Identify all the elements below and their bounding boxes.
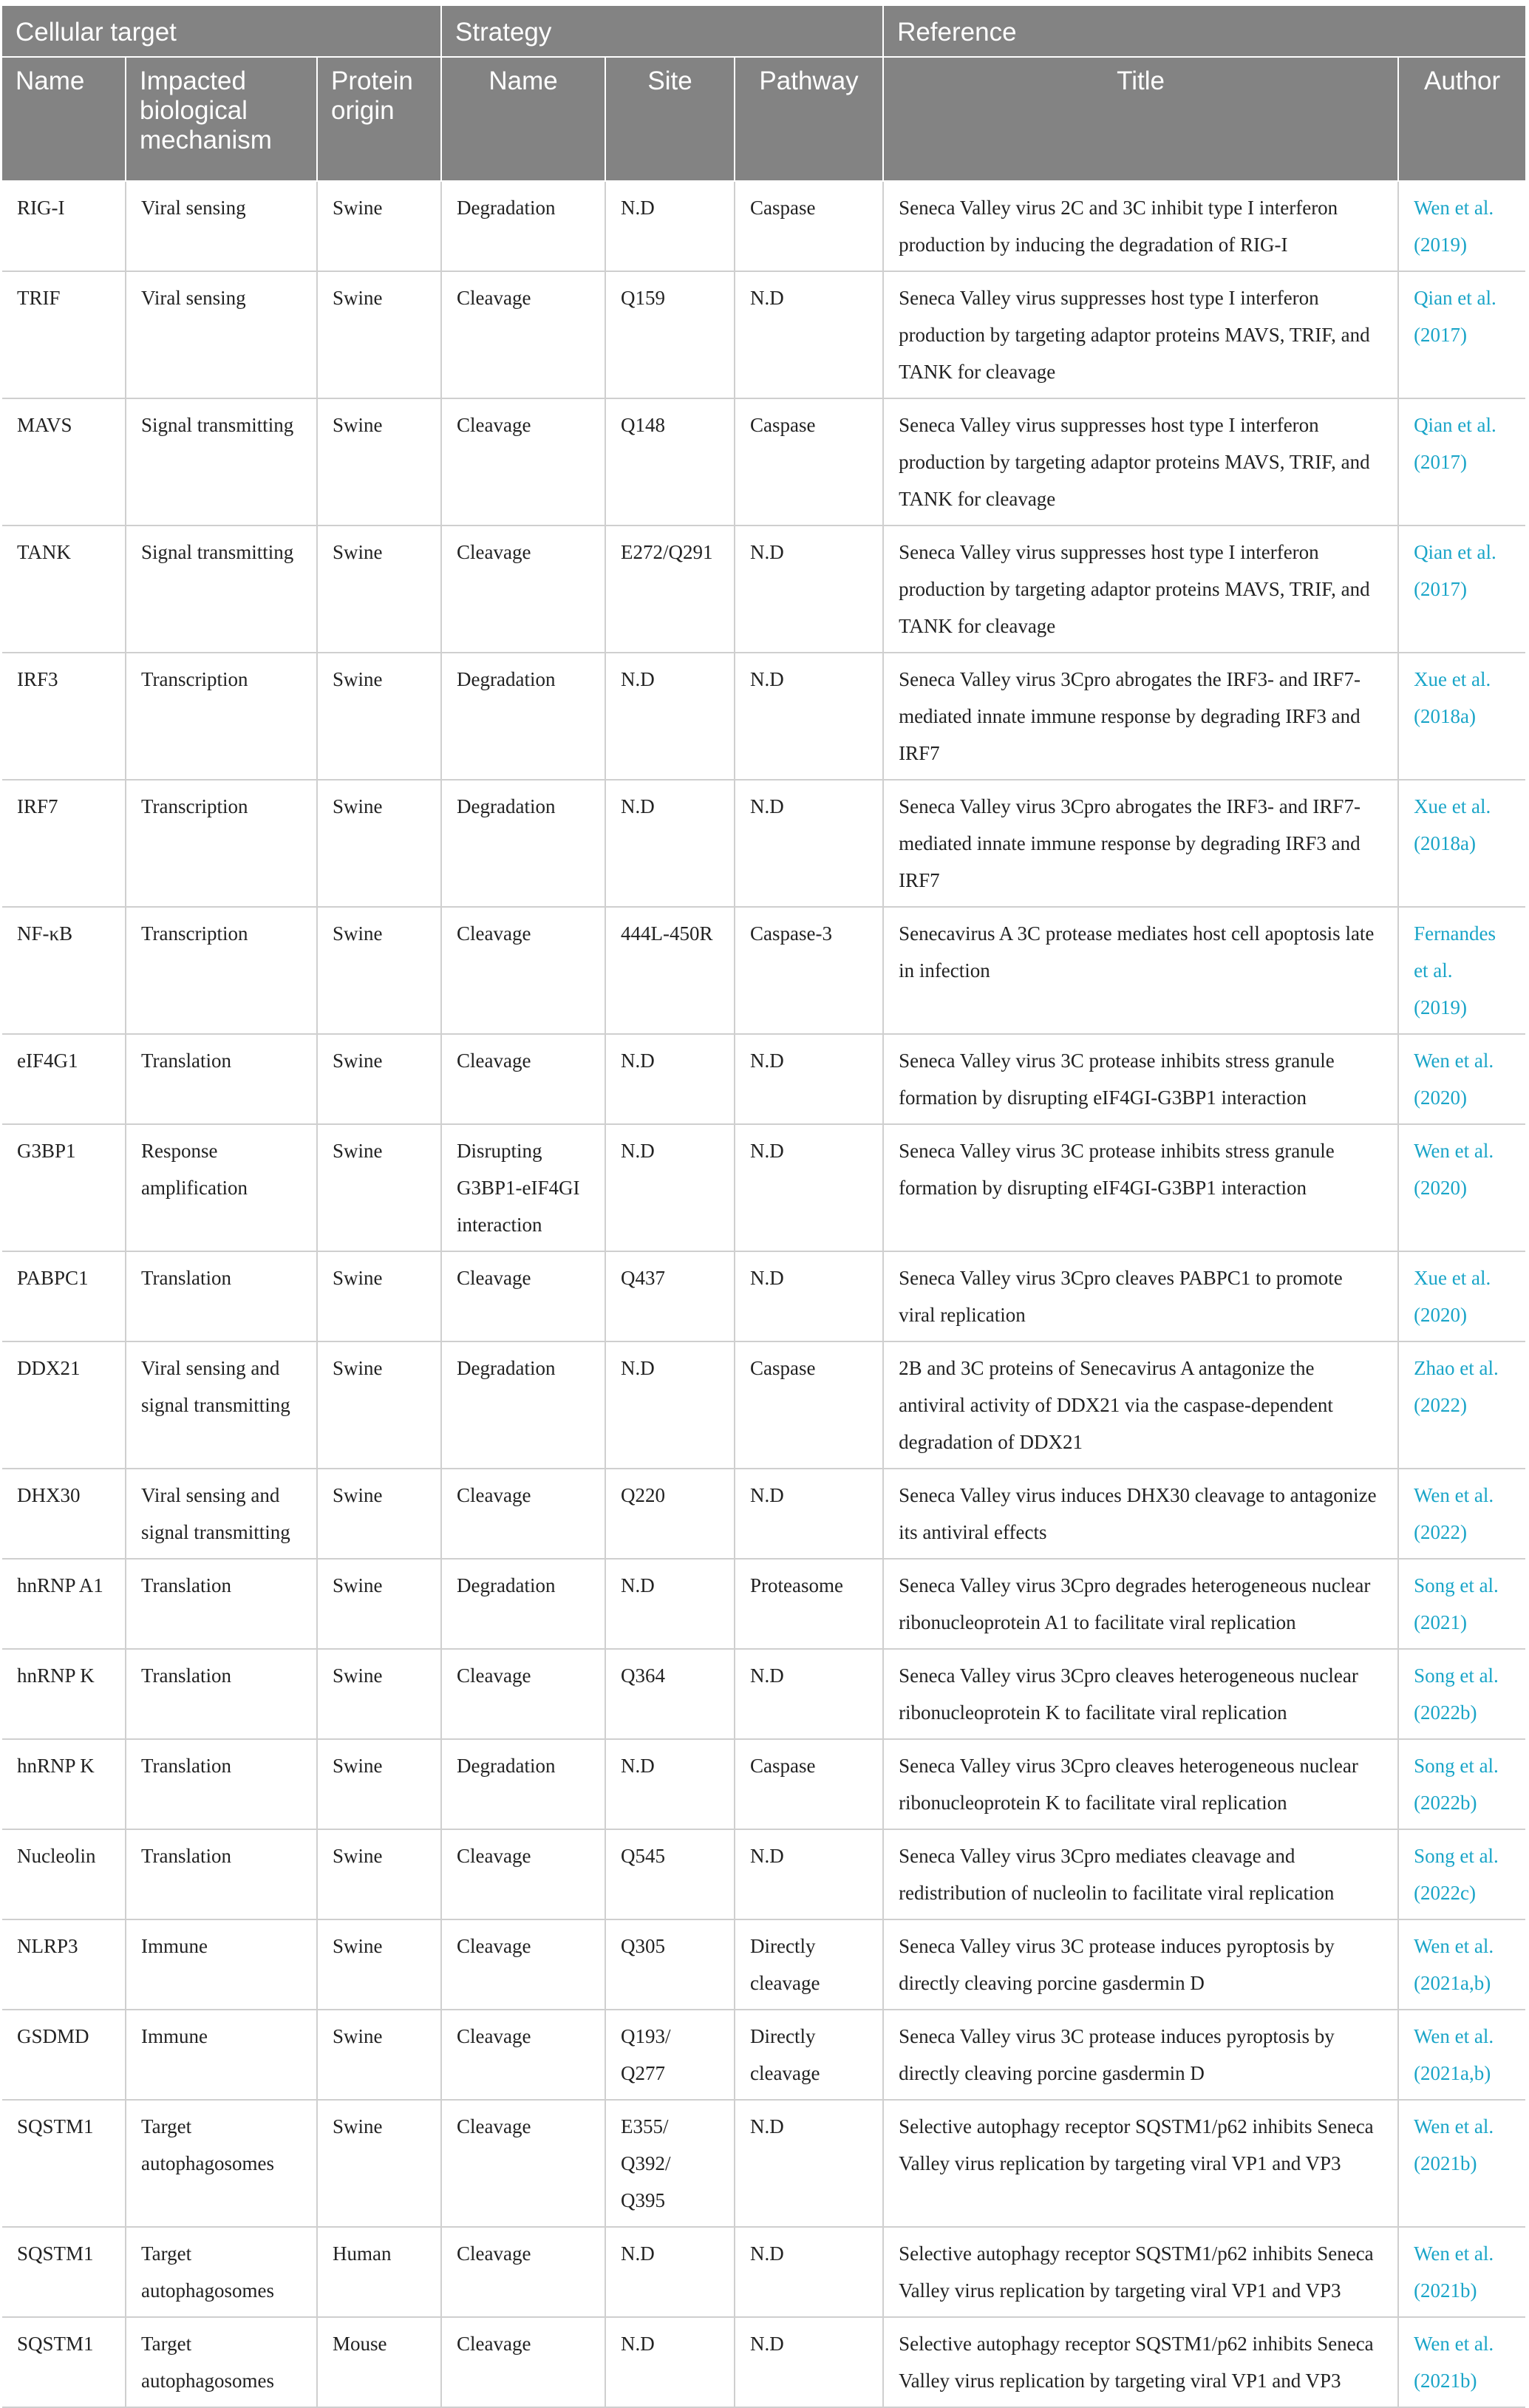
origin-cell: Swine — [317, 1124, 441, 1251]
strategy-cell: Degradation — [441, 1341, 605, 1469]
table-row — [2, 398, 1525, 526]
site-cell: N.D — [605, 2227, 735, 2317]
column-header: Pathway — [735, 57, 883, 181]
pathway-cell: N.D — [735, 526, 883, 653]
mechanism-cell: Target autophagosomes — [126, 2317, 317, 2407]
origin-cell: Swine — [317, 2100, 441, 2227]
author-link[interactable]: Wen et al. (2021b) — [1398, 2317, 1525, 2407]
target-name-cell: SQSTM1 — [2, 2100, 126, 2227]
header-group-cell: Strategy — [441, 6, 883, 57]
strategy-cell: Cleavage — [441, 2100, 605, 2227]
author-link[interactable]: Xue et al. (2018a) — [1398, 780, 1525, 907]
table-row — [2, 2100, 1525, 2227]
pathway-cell: N.D — [735, 1829, 883, 1919]
target-name-cell: NLRP3 — [2, 1919, 126, 2010]
mechanism-cell: Translation — [126, 1251, 317, 1341]
site-cell: Q193/ Q277 — [605, 2010, 735, 2100]
table-row — [2, 2317, 1525, 2407]
target-name-cell: G3BP1 — [2, 1124, 126, 1251]
target-name-cell: hnRNP K — [2, 1649, 126, 1739]
table-header — [2, 6, 1525, 181]
pathway-cell: N.D — [735, 780, 883, 907]
author-link[interactable]: Wen et al. (2019) — [1398, 181, 1525, 271]
site-cell: N.D — [605, 1559, 735, 1649]
author-link[interactable]: Song et al. (2021) — [1398, 1559, 1525, 1649]
origin-cell: Swine — [317, 1341, 441, 1469]
column-header: Title — [883, 57, 1398, 181]
mechanism-cell: Viral sensing — [126, 271, 317, 398]
title-cell: Seneca Valley virus 3Cpro abrogates the IRF3- and IRF7-mediated innate immune response by degrading IRF3 and IRF7 — [883, 653, 1398, 780]
site-cell: N.D — [605, 2317, 735, 2407]
target-name-cell: eIF4G1 — [2, 1034, 126, 1124]
strategy-cell: Cleavage — [441, 1649, 605, 1739]
origin-cell: Swine — [317, 1919, 441, 2010]
target-name-cell: SQSTM1 — [2, 2317, 126, 2407]
column-header: Site — [605, 57, 735, 181]
origin-cell: Swine — [317, 1739, 441, 1829]
table-row — [2, 1124, 1525, 1251]
pathway-cell: N.D — [735, 1469, 883, 1559]
origin-cell: Swine — [317, 2010, 441, 2100]
origin-cell: Swine — [317, 1829, 441, 1919]
title-cell: Seneca Valley virus suppresses host type I interferon production by targeting adaptor proteins MAVS, TRIF, and TANK for cleavage — [883, 271, 1398, 398]
table-row — [2, 2227, 1525, 2317]
target-name-cell: GSDMD — [2, 2010, 126, 2100]
target-name-cell: MAVS — [2, 398, 126, 526]
header-group-cell: Reference — [883, 6, 1525, 57]
table-container — [2, 6, 1525, 2408]
pathway-cell: N.D — [735, 1649, 883, 1739]
strategy-cell: Degradation — [441, 1739, 605, 1829]
title-cell: Seneca Valley virus 3C protease induces pyroptosis by directly cleaving porcine gasdermin D — [883, 2010, 1398, 2100]
mechanism-cell: Transcription — [126, 653, 317, 780]
title-cell: Seneca Valley virus suppresses host type I interferon production by targeting adaptor proteins MAVS, TRIF, and TANK for cleavage — [883, 398, 1398, 526]
pathway-cell: N.D — [735, 2317, 883, 2407]
strategy-cell: Cleavage — [441, 1919, 605, 2010]
mechanism-cell: Transcription — [126, 907, 317, 1034]
author-link[interactable]: Wen et al. (2020) — [1398, 1124, 1525, 1251]
pathway-cell: N.D — [735, 1034, 883, 1124]
mechanism-cell: Immune — [126, 1919, 317, 2010]
origin-cell: Human — [317, 2227, 441, 2317]
title-cell: Selective autophagy receptor SQSTM1/p62 inhibits Seneca Valley virus replication by targeting viral VP1 and VP3 — [883, 2227, 1398, 2317]
pathway-cell: Directly cleavage — [735, 1919, 883, 2010]
mechanism-cell: Translation — [126, 1739, 317, 1829]
site-cell: Q220 — [605, 1469, 735, 1559]
table-row — [2, 1341, 1525, 1469]
site-cell: E272/Q291 — [605, 526, 735, 653]
mechanism-cell: Target autophagosomes — [126, 2100, 317, 2227]
target-name-cell: DHX30 — [2, 1469, 126, 1559]
target-name-cell: PABPC1 — [2, 1251, 126, 1341]
table-row — [2, 780, 1525, 907]
mechanism-cell: Immune — [126, 2010, 317, 2100]
strategy-cell: Disrupting G3BP1-eIF4GI interaction — [441, 1124, 605, 1251]
pathway-cell: Proteasome — [735, 1559, 883, 1649]
site-cell: N.D — [605, 181, 735, 271]
header-group-cell: Cellular target — [2, 6, 441, 57]
strategy-cell: Degradation — [441, 181, 605, 271]
pathway-cell: N.D — [735, 1124, 883, 1251]
title-cell: Seneca Valley virus 3Cpro cleaves PABPC1 to promote viral replication — [883, 1251, 1398, 1341]
title-cell: Seneca Valley virus induces DHX30 cleavage to antagonize its antiviral effects — [883, 1469, 1398, 1559]
table-row — [2, 1559, 1525, 1649]
target-name-cell: TANK — [2, 526, 126, 653]
title-cell: Seneca Valley virus 2C and 3C inhibit type I interferon production by inducing the degradation of RIG-I — [883, 181, 1398, 271]
title-cell: Seneca Valley virus 3Cpro degrades heterogeneous nuclear ribonucleoprotein A1 to facilitate viral replication — [883, 1559, 1398, 1649]
strategy-cell: Cleavage — [441, 526, 605, 653]
author-link[interactable]: Qian et al. (2017) — [1398, 526, 1525, 653]
target-name-cell: hnRNP K — [2, 1739, 126, 1829]
strategy-cell: Degradation — [441, 653, 605, 780]
target-name-cell: Nucleolin — [2, 1829, 126, 1919]
title-cell: Seneca Valley virus suppresses host type I interferon production by targeting adaptor proteins MAVS, TRIF, and TANK for cleavage — [883, 526, 1398, 653]
site-cell: Q437 — [605, 1251, 735, 1341]
author-link[interactable]: Wen et al. (2022) — [1398, 1469, 1525, 1559]
author-link[interactable]: Wen et al. (2021b) — [1398, 2100, 1525, 2227]
origin-cell: Swine — [317, 526, 441, 653]
pathway-cell: N.D — [735, 271, 883, 398]
origin-cell: Swine — [317, 1559, 441, 1649]
header-column-row — [2, 57, 1525, 181]
site-cell: N.D — [605, 1034, 735, 1124]
origin-cell: Swine — [317, 780, 441, 907]
column-header: Author — [1398, 57, 1525, 181]
site-cell: Q305 — [605, 1919, 735, 2010]
pathway-cell: N.D — [735, 653, 883, 780]
site-cell: Q148 — [605, 398, 735, 526]
column-header: Name — [441, 57, 605, 181]
origin-cell: Swine — [317, 1034, 441, 1124]
strategy-cell: Cleavage — [441, 271, 605, 398]
table-row — [2, 1739, 1525, 1829]
author-link[interactable]: Wen et al. (2020) — [1398, 1034, 1525, 1124]
strategy-cell: Cleavage — [441, 1829, 605, 1919]
pathway-cell: Caspase-3 — [735, 907, 883, 1034]
title-cell: Seneca Valley virus 3Cpro mediates cleavage and redistribution of nucleolin to facilitate viral replication — [883, 1829, 1398, 1919]
mechanism-cell: Transcription — [126, 780, 317, 907]
table-row — [2, 1649, 1525, 1739]
author-link[interactable]: Song et al. (2022c) — [1398, 1829, 1525, 1919]
strategy-cell: Degradation — [441, 1559, 605, 1649]
target-name-cell: DDX21 — [2, 1341, 126, 1469]
pathway-cell: Caspase — [735, 1739, 883, 1829]
origin-cell: Swine — [317, 1469, 441, 1559]
author-link[interactable]: Wen et al. (2021a,b) — [1398, 2010, 1525, 2100]
strategy-cell: Cleavage — [441, 2010, 605, 2100]
title-cell: Seneca Valley virus 3Cpro abrogates the IRF3- and IRF7-mediated innate immune response by degrading IRF3 and IRF7 — [883, 780, 1398, 907]
origin-cell: Swine — [317, 1251, 441, 1341]
table-row — [2, 1469, 1525, 1559]
table-row — [2, 1829, 1525, 1919]
table-row — [2, 1034, 1525, 1124]
title-cell: Selective autophagy receptor SQSTM1/p62 inhibits Seneca Valley virus replication by targeting viral VP1 and VP3 — [883, 2100, 1398, 2227]
author-link[interactable]: Song et al. (2022b) — [1398, 1649, 1525, 1739]
table-row — [2, 181, 1525, 271]
site-cell: N.D — [605, 1124, 735, 1251]
column-header: Name — [2, 57, 126, 181]
mechanism-cell: Signal transmitting — [126, 526, 317, 653]
table-row — [2, 2010, 1525, 2100]
pathway-cell: N.D — [735, 2227, 883, 2317]
strategy-cell: Cleavage — [441, 1034, 605, 1124]
target-name-cell: NF-κB — [2, 907, 126, 1034]
pathway-cell: N.D — [735, 2100, 883, 2227]
mechanism-cell: Translation — [126, 1829, 317, 1919]
target-name-cell: RIG-I — [2, 181, 126, 271]
site-cell: 444L-450R — [605, 907, 735, 1034]
pathway-cell: Directly cleavage — [735, 2010, 883, 2100]
title-cell: Selective autophagy receptor SQSTM1/p62 inhibits Seneca Valley virus replication by targeting viral VP1 and VP3 — [883, 2317, 1398, 2407]
author-link[interactable]: Wen et al. (2021a,b) — [1398, 1919, 1525, 2010]
mechanism-cell: Target autophagosomes — [126, 2227, 317, 2317]
strategy-cell: Degradation — [441, 780, 605, 907]
author-link[interactable]: Song et al. (2022b) — [1398, 1739, 1525, 1829]
strategy-cell: Cleavage — [441, 2317, 605, 2407]
strategy-cell: Cleavage — [441, 2227, 605, 2317]
site-cell: E355/ Q392/ Q395 — [605, 2100, 735, 2227]
pathway-cell: Caspase — [735, 181, 883, 271]
strategy-cell: Cleavage — [441, 1251, 605, 1341]
mechanism-cell: Viral sensing and signal transmitting — [126, 1469, 317, 1559]
mechanism-cell: Translation — [126, 1649, 317, 1739]
mechanism-cell: Viral sensing — [126, 181, 317, 271]
author-link[interactable]: Xue et al. (2018a) — [1398, 653, 1525, 780]
origin-cell: Swine — [317, 1649, 441, 1739]
site-cell: Q545 — [605, 1829, 735, 1919]
site-cell: Q364 — [605, 1649, 735, 1739]
strategy-cell: Cleavage — [441, 1469, 605, 1559]
target-name-cell: SQSTM1 — [2, 2227, 126, 2317]
column-header: Impacted biological mechanism — [126, 57, 317, 181]
site-cell: N.D — [605, 653, 735, 780]
title-cell: Seneca Valley virus 3C protease inhibits stress granule formation by disrupting eIF4GI-G3BP1 interaction — [883, 1124, 1398, 1251]
title-cell: Seneca Valley virus 3Cpro cleaves heterogeneous nuclear ribonucleoprotein K to facilitate viral replication — [883, 1739, 1398, 1829]
author-link[interactable]: Qian et al. (2017) — [1398, 271, 1525, 398]
origin-cell: Swine — [317, 653, 441, 780]
title-cell: Senecavirus A 3C protease mediates host cell apoptosis late in infection — [883, 907, 1398, 1034]
author-link[interactable]: Xue et al. (2020) — [1398, 1251, 1525, 1341]
strategy-cell: Cleavage — [441, 907, 605, 1034]
table-row — [2, 271, 1525, 398]
pathway-cell: N.D — [735, 1251, 883, 1341]
author-link[interactable]: Zhao et al. (2022) — [1398, 1341, 1525, 1469]
pathway-cell: Caspase — [735, 1341, 883, 1469]
table-row — [2, 653, 1525, 780]
strategy-cell: Cleavage — [441, 398, 605, 526]
author-link[interactable]: Fernandes et al. (2019) — [1398, 907, 1525, 1034]
title-cell: 2B and 3C proteins of Senecavirus A antagonize the antiviral activity of DDX21 via the caspase-dependent degradation of DDX21 — [883, 1341, 1398, 1469]
table-row — [2, 907, 1525, 1034]
title-cell: Seneca Valley virus 3C protease induces pyroptosis by directly cleaving porcine gasdermin D — [883, 1919, 1398, 2010]
table-body — [2, 181, 1525, 2407]
origin-cell: Swine — [317, 398, 441, 526]
site-cell: N.D — [605, 780, 735, 907]
mechanism-cell: Viral sensing and signal transmitting — [126, 1341, 317, 1469]
origin-cell: Swine — [317, 271, 441, 398]
pathway-cell: Caspase — [735, 398, 883, 526]
origin-cell: Swine — [317, 907, 441, 1034]
site-cell: N.D — [605, 1739, 735, 1829]
site-cell: Q159 — [605, 271, 735, 398]
origin-cell: Swine — [317, 181, 441, 271]
table-row — [2, 1251, 1525, 1341]
mechanism-cell: Translation — [126, 1559, 317, 1649]
target-name-cell: IRF3 — [2, 653, 126, 780]
title-cell: Seneca Valley virus 3C protease inhibits stress granule formation by disrupting eIF4GI-G3BP1 interaction — [883, 1034, 1398, 1124]
origin-cell: Mouse — [317, 2317, 441, 2407]
column-header: Protein origin — [317, 57, 441, 181]
author-link[interactable]: Wen et al. (2021b) — [1398, 2227, 1525, 2317]
mechanism-cell: Response amplification — [126, 1124, 317, 1251]
author-link[interactable]: Qian et al. (2017) — [1398, 398, 1525, 526]
title-cell: Seneca Valley virus 3Cpro cleaves heterogeneous nuclear ribonucleoprotein K to facilitate viral replication — [883, 1649, 1398, 1739]
mechanism-cell: Translation — [126, 1034, 317, 1124]
table-row — [2, 1919, 1525, 2010]
target-name-cell: hnRNP A1 — [2, 1559, 126, 1649]
target-name-cell: IRF7 — [2, 780, 126, 907]
table-row — [2, 526, 1525, 653]
mechanism-cell: Signal transmitting — [126, 398, 317, 526]
header-group-row — [2, 6, 1525, 57]
data-table — [2, 6, 1525, 2408]
site-cell: N.D — [605, 1341, 735, 1469]
target-name-cell: TRIF — [2, 271, 126, 398]
